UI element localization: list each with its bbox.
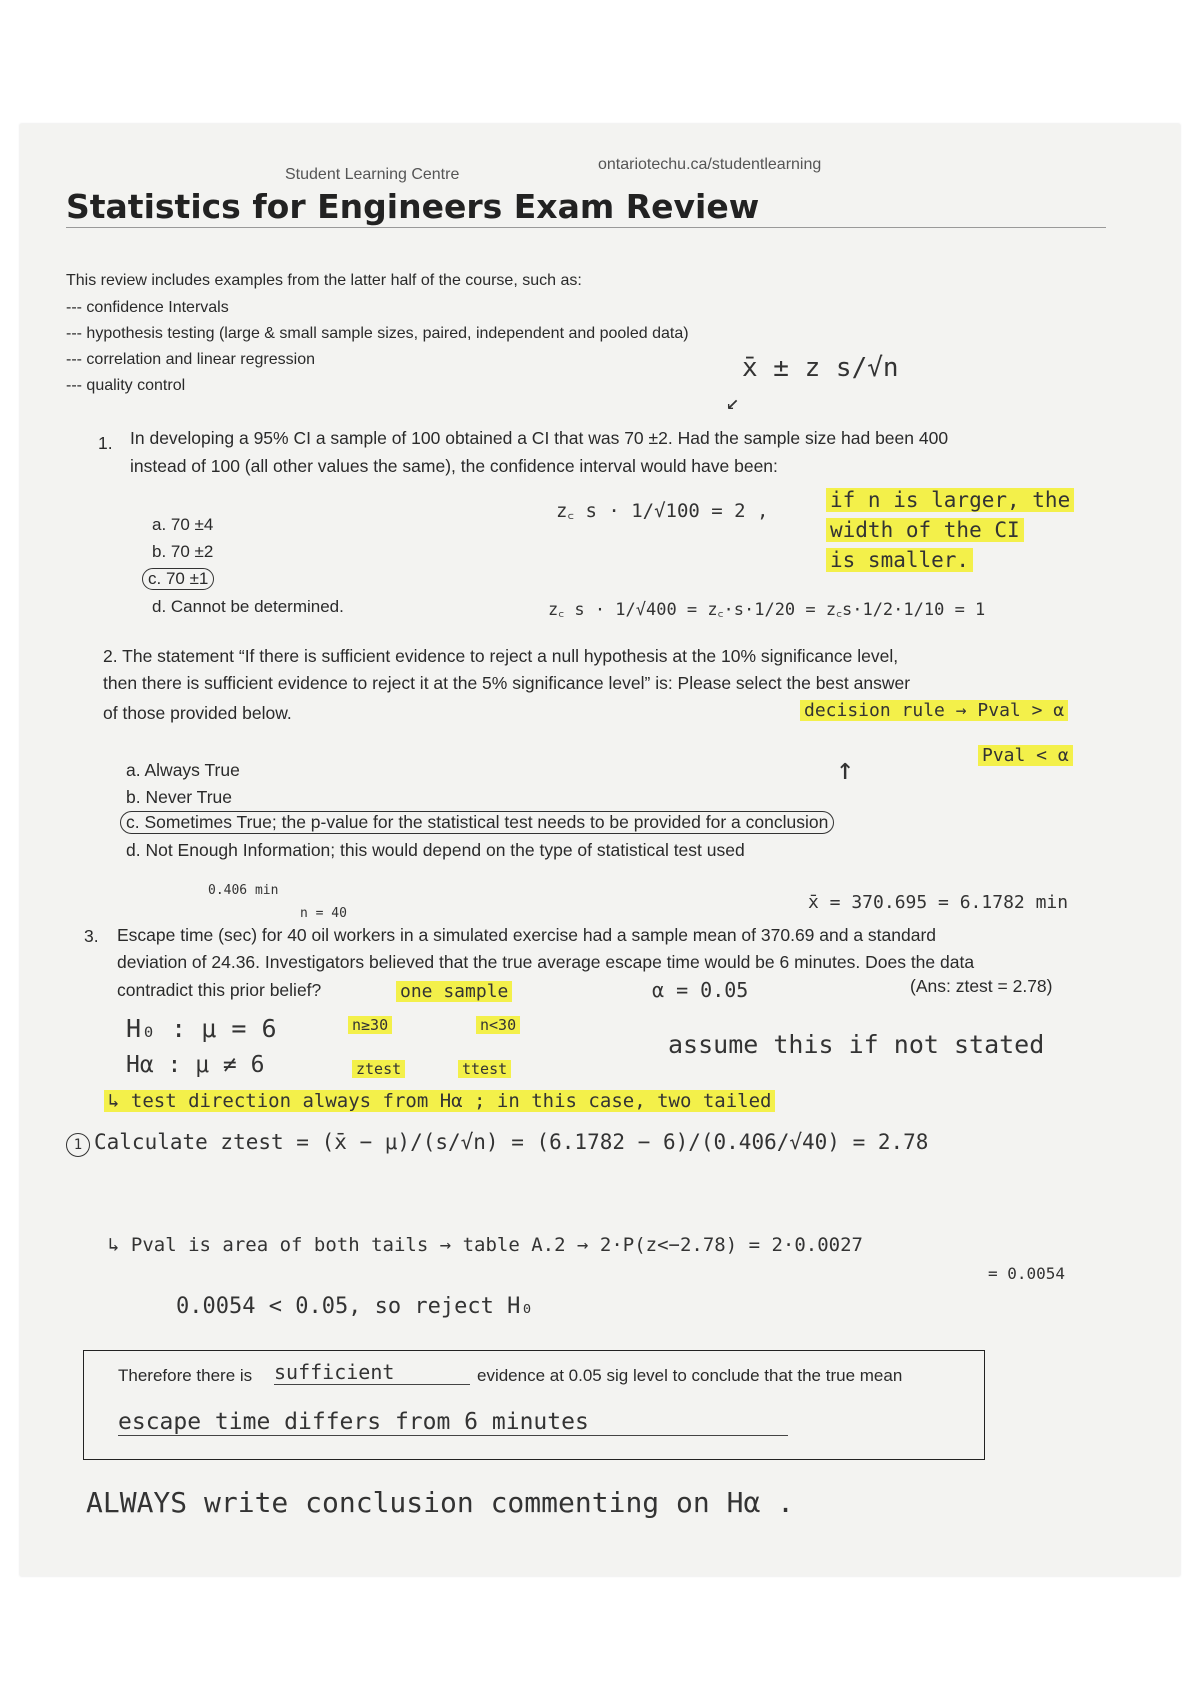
intro-lead: This review includes examples from the latter half of the course, such as: — [66, 272, 582, 289]
conclusion-suffix: evidence at 0.05 sig level to conclude that the true mean — [477, 1366, 903, 1385]
q2-text-line2: then there is sufficient evidence to reject it at the 5% significance level” is: Please select the best answer — [103, 673, 911, 693]
topic-item: --- hypothesis testing (large & small sample sizes, paired, independent and pooled data) — [66, 325, 689, 342]
q1-work-eq2: z꜀ s · 1/√400 = z꜀·s·1/20 = z꜀s·1/2·1/10 = 1 — [548, 600, 986, 620]
q3-ztest-label: ztest — [352, 1060, 405, 1078]
q3-min-note: 0.406 min — [208, 883, 279, 898]
q1-option-b: b. 70 ±2 — [152, 542, 214, 561]
q1-option-d: d. Cannot be determined. — [152, 597, 344, 616]
conclusion-prefix: Therefore there is — [118, 1366, 253, 1385]
q2-option-c-circled: c. Sometimes True; the p-value for the statistical test needs to be provided for a conclusion — [120, 811, 834, 834]
q3-assume-note: assume this if not stated — [668, 1030, 1045, 1059]
q1-option-c-circled: c. 70 ±1 — [142, 568, 214, 590]
q1-note-line1: if n is larger, the — [826, 485, 1074, 515]
q2-option-d: d. Not Enough Information; this would depend on the type of statistical test used — [126, 840, 745, 860]
arrow-down-icon: ↙ — [726, 390, 740, 415]
q2-text-line3: of those provided below. — [103, 703, 292, 723]
q2-option-b: b. Never True — [126, 787, 233, 807]
conclusion-blank-1: sufficient — [274, 1360, 470, 1385]
q3-one-sample-note: one sample — [396, 981, 512, 1002]
q3-number: 3. — [84, 926, 99, 946]
q2-decision-rule-note: decision rule → Pval > α — [800, 700, 1068, 721]
q3-pval-result: = 0.0054 — [988, 1264, 1066, 1283]
q3-text-line1: Escape time (sec) for 40 oil workers in a simulated exercise had a sample mean of 370.69 and a standard — [117, 925, 937, 945]
q3-calc-step: 1 Calculate ztest = (x̄ − μ)/(s/√n) = (6.1782 − 6)/(0.406/√40) = 2.78 — [66, 1130, 928, 1157]
step-number: 1 — [66, 1133, 90, 1157]
q3-n-note: n = 40 — [300, 906, 347, 921]
q3-ttest-label: ttest — [458, 1060, 511, 1078]
q3-direction-note: ↳ test direction always from Hα ; in this case, two tailed — [104, 1090, 775, 1112]
q3-h0: H₀ : μ = 6 — [126, 1014, 277, 1043]
q1-text-line2: instead of 100 (all other values the same), the confidence interval would have been: — [130, 456, 778, 476]
q1-note-line3: is smaller. — [826, 545, 973, 575]
page-title: Statistics for Engineers Exam Review — [66, 187, 760, 226]
q2-pval-note: Pval < α — [978, 745, 1073, 766]
conclusion-blank-2: escape time differs from 6 minutes — [118, 1409, 788, 1436]
q3-n-ge-30: n≥30 — [348, 1016, 392, 1034]
q3-xbar-note: x̄ = 370.695 = 6.1782 min — [808, 892, 1069, 913]
header-url: ontariotechu.ca/studentlearning — [598, 156, 822, 173]
q1-work-eq1: z꜀ s · 1/√100 = 2 , — [556, 500, 769, 522]
q2-text-line1: 2. The statement “If there is sufficient evidence to reject a null hypothesis at the 10% significance level, — [103, 646, 899, 666]
q1-number: 1. — [98, 433, 113, 453]
arrow-up-icon: ↑ — [836, 752, 855, 787]
topic-item: --- correlation and linear regression — [66, 351, 315, 368]
q1-option-a: a. 70 ±4 — [152, 515, 214, 534]
topic-item: --- confidence Intervals — [66, 299, 229, 316]
q3-ha: Hα : μ ≠ 6 — [126, 1052, 265, 1078]
q3-text-line3: contradict this prior belief? — [117, 980, 322, 1000]
ci-formula-note: x̄ ± z s/√n — [742, 353, 899, 383]
header-centre: Student Learning Centre — [285, 166, 460, 183]
q3-n-lt-30: n<30 — [476, 1016, 520, 1034]
topic-item: --- quality control — [66, 377, 186, 394]
q3-pval-note: ↳ Pval is area of both tails → table A.2 → 2·P(z<−2.78) = 2·0.0027 — [108, 1234, 863, 1256]
q1-text-line1: In developing a 95% CI a sample of 100 obtained a CI that was 70 ±2. Had the sample size had been 400 — [130, 428, 949, 448]
q3-answer: (Ans: ztest = 2.78) — [910, 976, 1053, 996]
q2-option-a: a. Always True — [126, 760, 240, 780]
q3-reject-note: 0.0054 < 0.05, so reject H₀ — [176, 1294, 534, 1319]
q1-note-line2: width of the CI — [826, 515, 1024, 545]
title-divider — [66, 227, 1106, 228]
footer-note: ALWAYS write conclusion commenting on Hα . — [86, 1486, 795, 1519]
q3-text-line2: deviation of 24.36. Investigators believed that the true average escape time would be 6 minutes. Does the data — [117, 952, 975, 972]
q3-alpha-note: α = 0.05 — [652, 978, 749, 1002]
